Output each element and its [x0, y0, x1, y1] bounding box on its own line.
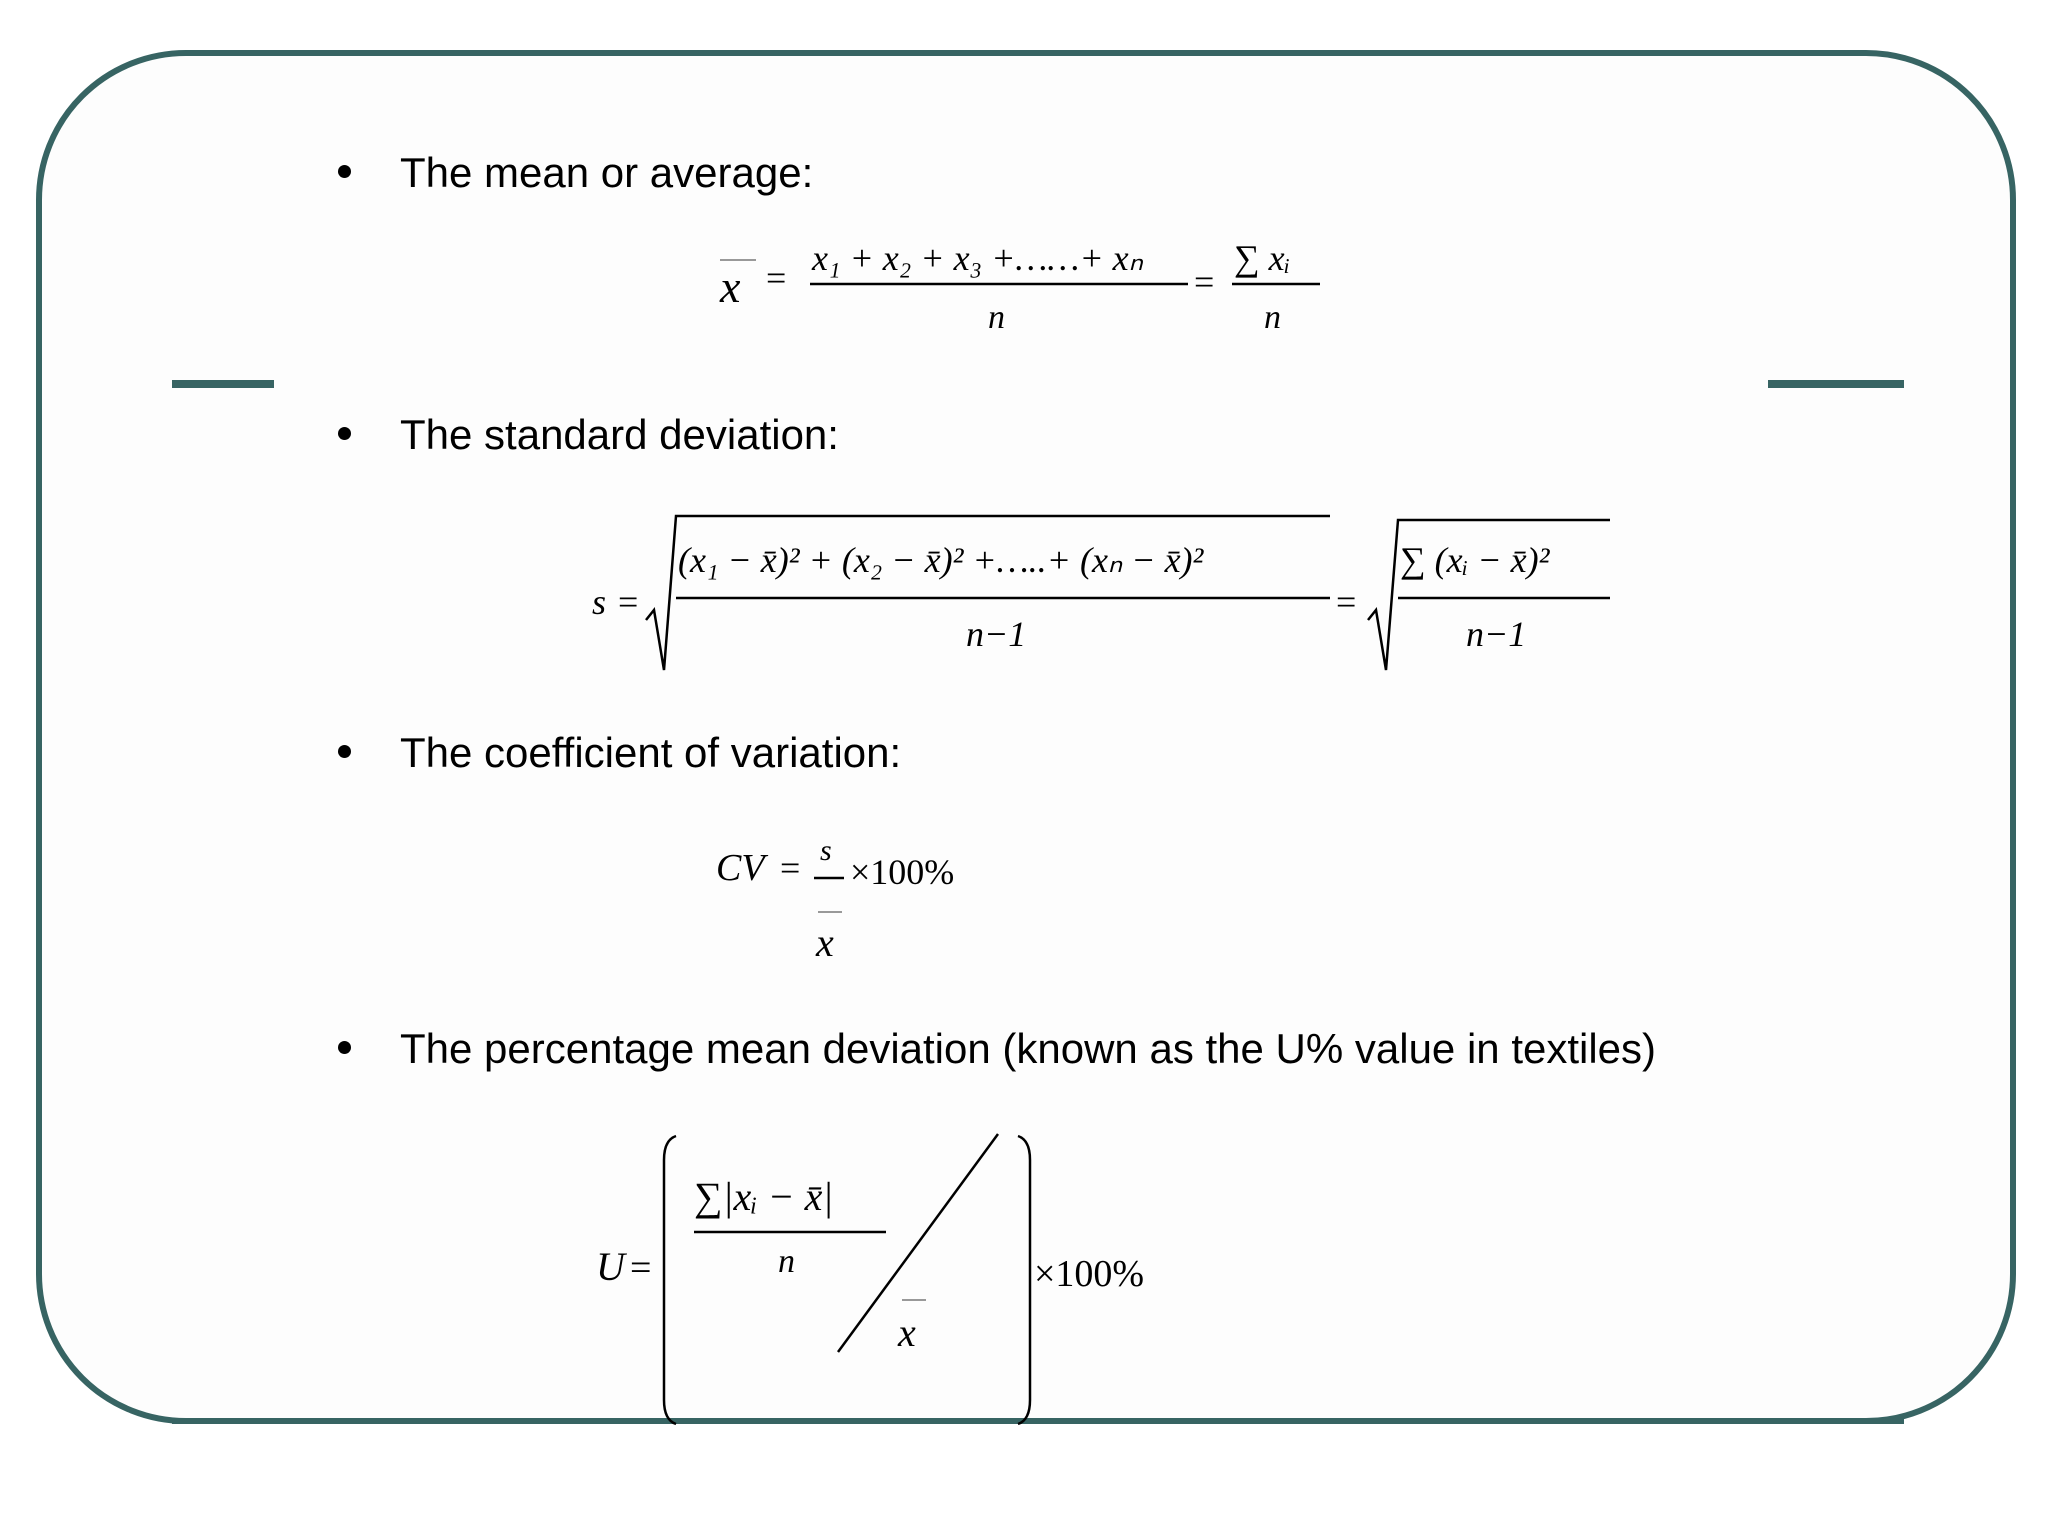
u-slash: [838, 1134, 998, 1352]
bullet-dot: [338, 427, 351, 440]
mean-eq-1: =: [766, 258, 787, 298]
mean-numerator: x₁ + x₂ + x₃ +……+ xₙ: [812, 238, 1143, 278]
mean-denominator: n: [988, 299, 1005, 336]
bullet-std-label: The standard deviation:: [400, 411, 839, 458]
u-times-100: ×100%: [1034, 1253, 1145, 1295]
accent-bar-bottom-right: [1768, 1418, 1904, 1424]
u-x-bar: x: [898, 1310, 916, 1355]
std-numerator: (x₁ − x̄)² + (x₂ − x̄)² +…..+ (xₙ − x̄)²: [678, 540, 1204, 580]
std-denominator: n−1: [966, 614, 1027, 654]
std-sum-numerator: ∑ (xᵢ − x̄)²: [1400, 540, 1550, 580]
bullet-cv-label: The coefficient of variation:: [400, 729, 902, 776]
cv-x-bar: x: [816, 920, 834, 965]
cv-label: CV: [716, 847, 765, 889]
u-left-paren: [664, 1136, 676, 1424]
cv-times-100: ×100%: [850, 852, 955, 892]
std-eq-2: =: [1336, 582, 1357, 622]
u-formula: [590, 1130, 1190, 1430]
accent-bar-left: [172, 380, 274, 388]
bullet-mean-label: The mean or average:: [400, 149, 814, 196]
bullet-u-label: The percentage mean deviation (known as the U% value in textiles): [400, 1025, 1657, 1072]
accent-bar-right: [1768, 380, 1904, 388]
bullet-dot: [338, 745, 351, 758]
u-eq: =: [630, 1247, 652, 1289]
std-s: s: [592, 582, 607, 622]
std-sum-denominator: n−1: [1466, 614, 1527, 654]
std-formula: [590, 508, 1630, 678]
bullet-dot: [338, 165, 351, 178]
u-n: n: [778, 1243, 795, 1280]
mean-sum-denominator: n: [1264, 299, 1281, 336]
mean-sum-numerator: ∑ xᵢ: [1234, 238, 1291, 278]
u-label: U: [596, 1244, 625, 1289]
u-right-paren: [1018, 1136, 1030, 1424]
cv-eq: =: [780, 848, 801, 888]
accent-bar-bottom-left: [172, 1418, 274, 1424]
mean-x-bar: x: [720, 261, 741, 312]
bullet-dot: [338, 1041, 351, 1054]
mean-eq-2: =: [1194, 262, 1215, 302]
cv-formula: [716, 830, 1016, 980]
mean-formula: [700, 220, 1340, 340]
cv-s: s: [820, 834, 832, 867]
u-numerator: ∑|xᵢ − x̄|: [694, 1174, 834, 1219]
std-eq-1: =: [618, 582, 639, 622]
